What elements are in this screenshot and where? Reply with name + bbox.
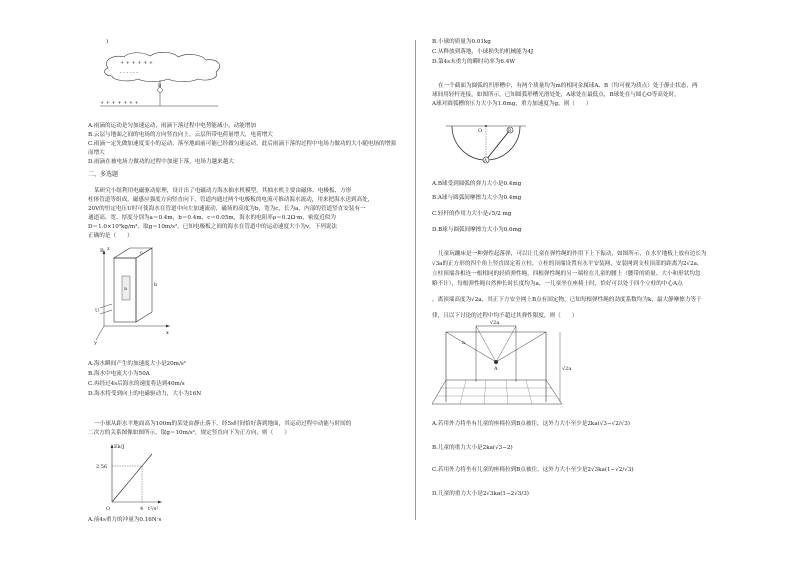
- q2-option-c: C.再经过4s后海水的速度将达到40m/s: [88, 381, 185, 387]
- q2-line-1: 某研究小组利用电磁驱动原理，设计出了电磁动力海水抽水机模型，其抽水机主要由磁体、电极板、方形: [94, 188, 352, 194]
- section-heading-multi-choice: 二、多选题: [88, 171, 119, 178]
- bowl-label-o: O: [478, 128, 483, 134]
- q2-line-4: 通道高、宽、厚度分别为a＝0.4m，b＝0.4m，c＝0.05m，海水的电阻率ρ＝0.2Ω·m，密度近似为: [88, 215, 336, 221]
- q3-line-1: 一小球从距水平地面高为100m的某处由静止落下，经5s时间恰好落到地面，其运动过程中动能与时间的: [94, 421, 352, 427]
- question-bracket: ): [106, 39, 109, 45]
- q4-option-b: B.A球与圆弧间摩擦力大小为0.4mg: [432, 195, 522, 201]
- graph-ylabel: Ek/J: [114, 444, 125, 450]
- q4-option-c: C.轻杆的作用力大小是√5/2 mg: [432, 211, 512, 217]
- q2-option-d: D.海水将受到向上的电磁驱动力，大小为16N: [88, 391, 202, 397]
- trampoline-label-a: a: [462, 340, 465, 346]
- pump-label-b: b: [154, 282, 158, 288]
- graph-ytick: 2.56: [96, 464, 108, 470]
- pump-label-y: y: [94, 340, 97, 346]
- graph-xlabel: t²/s²: [148, 506, 159, 512]
- q4-option-d: D.B球与圆弧间摩擦力大小为0.6mg: [432, 227, 522, 233]
- bowl-label-a: A: [484, 158, 488, 163]
- q5-option-c: C.若用外力将坐有儿童的座椅拉到B点被住，这外力大小至少是2√3ka(1−√2/√3): [432, 467, 634, 473]
- q5-line-6: 律，且以下讨论的过程中均不超过其弹性限度，则（ ）: [432, 313, 578, 319]
- q2-line-3: 20V的恒定电压U时可使海水在管道中向左加速流动，磁场的高度为b，宽为c，长为a，内部的管道竖直安装有一: [88, 206, 366, 212]
- q2-line-2: 柱体管道等组成，磁感应强度方向竖直向下，管道内通过两个电极板的电流可推动海水流动，用来把海水送到高处，: [88, 197, 374, 203]
- q5-line-2: √3a的正方形的四个角上竖直固定着立柱，立柱的顶端设置有水平安装网，安装网到支柱顶部的距离为2√2a，: [432, 261, 703, 267]
- column-divider: [415, 40, 416, 520]
- q5-line-4: 略不计），每根弹性绳自然伸长时长度均为a，一儿童坐在座椅上时，恰好可以处于四个立柱的中心A点: [432, 281, 683, 287]
- q5-option-a: A.若用外力将坐有儿童的座椅拉到B点被住，这外力大小至少是2ka(√3−√2/√3): [432, 421, 630, 427]
- pump-field-label: B: [100, 248, 104, 254]
- q1-option-d: D.雨滴在被电场力做功的过程中加速下落，电场力越来越大: [88, 159, 234, 165]
- q2-option-b: B.海水中电流大小为50A: [88, 371, 150, 377]
- q3-option-a: A.前4s重力的冲量为0.16N·s: [88, 517, 162, 523]
- bowl-label-b: B: [508, 128, 512, 133]
- q3-option-d: D.第4s末重力的瞬时功率为6.4W: [432, 59, 516, 65]
- q3-option-c: C.从释放到落地，小球损失的机械能为4J: [432, 49, 534, 55]
- q3-option-b: B.小球的质量为0.01kg: [432, 39, 491, 45]
- pump-label-u: U: [95, 308, 100, 314]
- q5-line-5: ，离顶端高度为√2a，其正下方安全网上B点有固定物，已知每根弹性绳的劲度系数均为k，最大静摩擦力等于: [432, 297, 702, 303]
- graph-origin: O: [106, 506, 111, 512]
- q1-option-c-cont: 而增大: [88, 150, 105, 156]
- q1-option-c: C.雨滴一定先做加速度变小的运动，落至地面前可能已经做匀速运动，此后雨滴下落的过程中电场力做功的大小随电场的增强: [88, 141, 396, 147]
- cloud-plus-charges: + + + + + +: [120, 60, 154, 66]
- cloud-figure: [98, 50, 238, 112]
- q5-option-b: B.儿童的重力大小是2ka(√3−2): [432, 445, 513, 451]
- q1-option-b: B.云层与地面之间的电场的方向竖直向上，云层所带电荷量增大，电荷增大: [88, 132, 273, 138]
- ground-charges: + + + + + + +: [100, 100, 139, 106]
- trampoline-top-label: √2a: [490, 320, 500, 326]
- q2-line-6: 正确的是（ ）: [88, 233, 133, 239]
- q4-line-1: 在一个截面为圆弧的凹形槽中，有两个质量均为m的相同金属球A、B（均可视为质点）处于静止状态，两: [438, 83, 698, 89]
- bowl-figure: [442, 112, 532, 174]
- pump-label-c: c: [140, 250, 143, 256]
- pump-label-z: z: [107, 246, 110, 252]
- pump-label-a: a: [124, 286, 127, 292]
- q1-option-a: A.雨滴的运动是匀加速运动，雨滴下落过程中电势能减小，动能增加: [88, 123, 257, 129]
- q3-line-2: 二次方的关系图像如图所示，取g＝10m/s²，规定竖直向下为正方向，则（ ）: [88, 430, 291, 436]
- pump-figure: [94, 244, 174, 344]
- graph-xtick: 4: [140, 506, 144, 512]
- q5-option-d: D.儿童的重力大小是2√3ka(1−2√3/3): [432, 491, 529, 497]
- trampoline-side-label: √2a: [562, 366, 572, 372]
- q4-line-2: 球间用轻杆连接，如图所示，已知圆弧形槽光滑处处，A球处在最低点，B球处在与圆心O等高处时，: [432, 92, 680, 98]
- pump-label-x: x: [166, 330, 169, 336]
- energy-time-graph: [94, 440, 164, 510]
- trampoline-label-a-point: A: [494, 366, 498, 372]
- q4-option-a: A.B球受到圆弧的弹力大小是0.4mg: [432, 181, 522, 187]
- trampoline-figure: [436, 322, 576, 412]
- q5-line-3: 立柱顶端各相连一根相同的轻质弹性绳，四根弹性绳的另一端栓在儿童的腰上（腰带的质量、大小和形状均忽: [432, 271, 701, 277]
- cloud-minus-charges: - - - - - -: [120, 70, 139, 76]
- q5-line-1: 儿童玩蹦床是一种弹性起落弹，可以让儿童在弹性绳的作用下上下振动，如图所示，在水平地板上放有边长为: [438, 251, 707, 257]
- q2-option-a: A.海水瞬间产生的加速度大小是20m/s²: [88, 361, 186, 367]
- raindrop-label: B: [158, 84, 162, 89]
- q4-line-3: A球对圆弧槽的压力大小为1.6mg，重力加速度为g，则（ ）: [432, 101, 592, 107]
- q2-line-5: D＝1.0×10³kg/m³，取g＝10m/s²，已知电极板之间的海水在管道中的运动速度大小为v，下列说法: [88, 224, 337, 230]
